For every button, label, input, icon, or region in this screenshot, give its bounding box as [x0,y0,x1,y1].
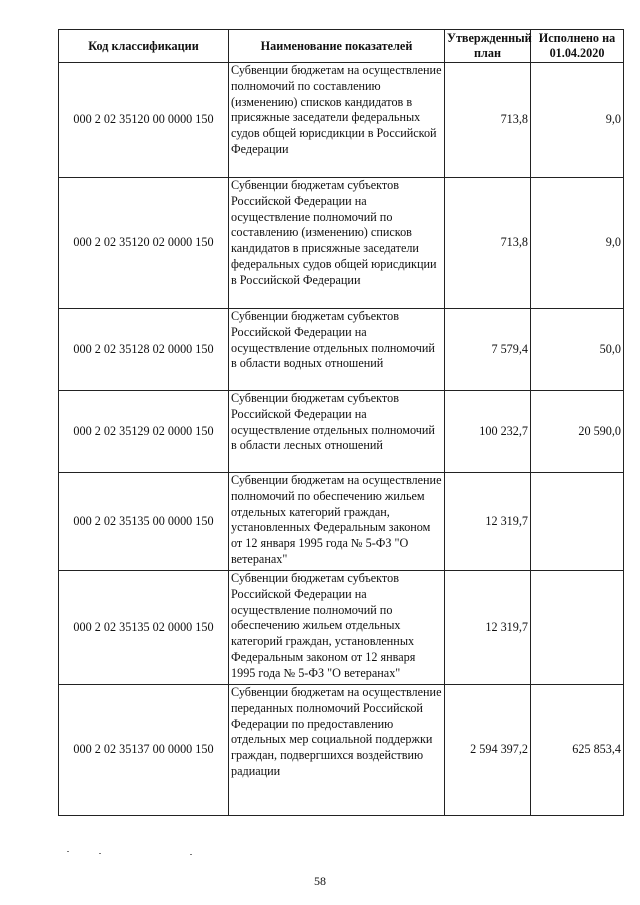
row-name: Субвенции бюджетам субъектов Российской Федерации на осуществление полномочий по обеспечению жильем отдельных категорий граждан, установленных Федеральным законом от 12 января 1995 года № 5-ФЗ "О ветеранах" [229,571,445,685]
row-name: Субвенции бюджетам субъектов Российской Федерации на осуществление отдельных полномочий в области лесных отношений [229,391,445,473]
row-code: 000 2 02 35128 02 0000 150 [59,309,229,391]
table-row [59,571,624,685]
row-plan: 12 319,7 [445,571,531,685]
budget-table [58,29,624,816]
row-done: 625 853,4 [531,685,624,816]
row-done: 20 590,0 [531,391,624,473]
row-name: Субвенции бюджетам субъектов Российской Федерации на осуществление полномочий по составлению (изменению) списков кандидатов в присяжные заседатели федеральных судов общей юрисдикции в Российской Федерации [229,178,445,309]
scan-speck [67,851,69,852]
table-row [59,63,624,178]
row-done [531,473,624,571]
table-row [59,685,624,816]
row-done [531,571,624,685]
row-name: Субвенции бюджетам на осуществление полномочий по обеспечению жильем отдельных категорий граждан, установленных Федеральным законом от 12 января 1995 года № 5-ФЗ "О ветеранах" [229,473,445,571]
scan-speck [190,854,192,855]
row-code: 000 2 02 35137 00 0000 150 [59,685,229,816]
row-done: 9,0 [531,63,624,178]
row-plan: 100 232,7 [445,391,531,473]
row-code: 000 2 02 35120 00 0000 150 [59,63,229,178]
row-plan: 713,8 [445,178,531,309]
row-plan: 713,8 [445,63,531,178]
row-done: 9,0 [531,178,624,309]
scan-speck [99,853,101,854]
row-name: Субвенции бюджетам на осуществление переданных полномочий Российской Федерации по предоставлению отдельных мер социальной поддержки граждан, подвергшихся воздействию радиации [229,685,445,816]
table-row [59,473,624,571]
row-code: 000 2 02 35135 00 0000 150 [59,473,229,571]
row-plan: 2 594 397,2 [445,685,531,816]
row-code: 000 2 02 35129 02 0000 150 [59,391,229,473]
header-code: Код классификации [59,30,229,63]
table-row [59,178,624,309]
header-done: Исполнено на 01.04.2020 [531,30,624,63]
table-header-row [59,30,624,63]
row-code: 000 2 02 35120 02 0000 150 [59,178,229,309]
row-name: Субвенции бюджетам субъектов Российской Федерации на осуществление отдельных полномочий в области водных отношений [229,309,445,391]
header-name: Наименование показателей [229,30,445,63]
header-plan: Утвержденный план [445,30,531,63]
row-code: 000 2 02 35135 02 0000 150 [59,571,229,685]
page-number: 58 [314,874,326,888]
row-plan: 12 319,7 [445,473,531,571]
row-done: 50,0 [531,309,624,391]
row-name: Субвенции бюджетам на осуществление полномочий по составлению (изменению) списков кандидатов в присяжные заседатели федеральных судов общей юрисдикции в Российской Федерации [229,63,445,178]
table-row [59,309,624,391]
row-plan: 7 579,4 [445,309,531,391]
table-row [59,391,624,473]
